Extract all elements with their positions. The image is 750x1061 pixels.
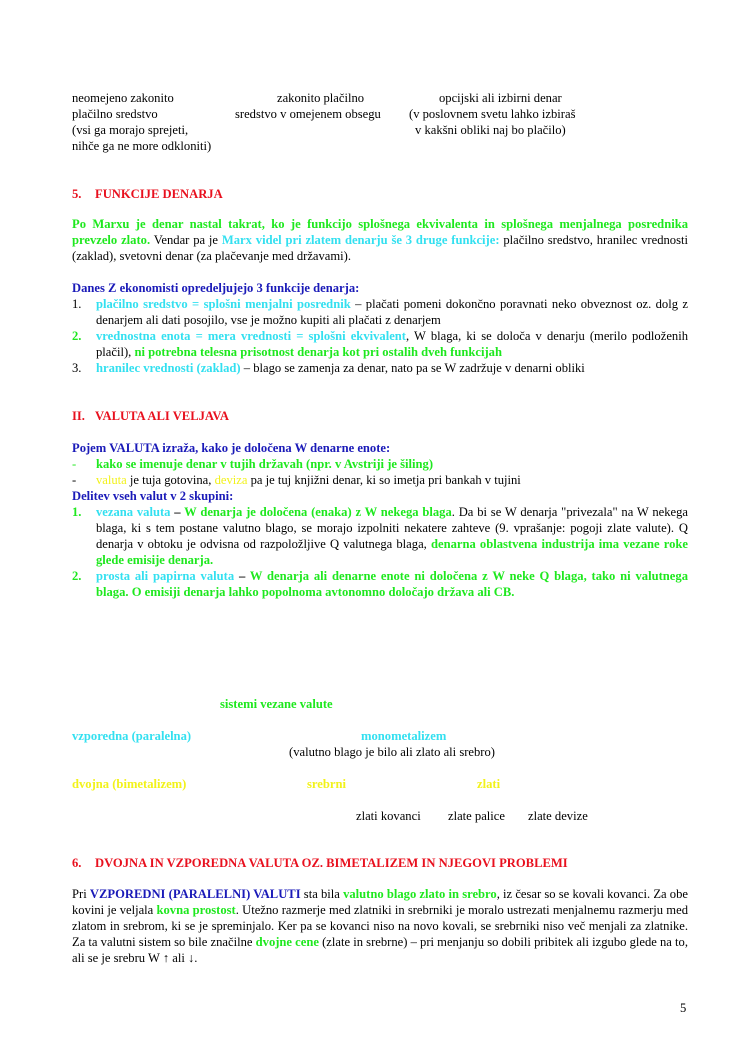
list-item (72, 568, 688, 600)
text-run: , iz česar so se kovali kovanci. Za obe kovini je veljala (72, 887, 688, 917)
group-name: prosta ali papirna valuta (96, 569, 235, 583)
list-marker: 2. (72, 569, 82, 583)
section-6-paragraph (72, 886, 688, 966)
section-II-title: VALUTA ALI VELJAVA (95, 409, 229, 423)
marx-functions: Marx videl pri zlatem denarju še 3 druge funkcije: (221, 233, 500, 247)
function-name: plačilno sredstvo = splošni menjalni posrednik (96, 297, 351, 311)
marx-statement: Po Marxu je denar nastal takrat, ko je funkcijo splošnega ekvivalenta in splošnega menjalnega posrednika prevzelo zlato. (72, 217, 688, 247)
group-definition: W denarja je določena (enaka) z W nekega blaga (184, 505, 452, 519)
text-run: – (234, 569, 250, 583)
section-II-number: II. (72, 409, 85, 423)
table-col3-line3: v kakšni obliki naj bo plačilo) (415, 123, 566, 137)
section-5-title: FUNKCIJE DENARJA (95, 187, 223, 201)
valuta-dash-list (72, 456, 688, 488)
section-6-number: 6. (72, 856, 82, 870)
diagram-parallel: vzporedna (paralelna) (72, 729, 192, 743)
list-item (72, 296, 688, 328)
table-col1-line1: neomejeno zakonito (72, 91, 174, 105)
function-desc: – blago se zamenja za denar, nato pa se W zadržuje v denarni obliki (240, 361, 585, 375)
text-run: Vendar pa je (150, 233, 222, 247)
group-definition: W denarja ali denarne enote ni določena z W neke Q blaga, tako ni valutnega blaga. O emisiji denarja lahko popolnoma avtonomno določajo država ali CB. (96, 569, 688, 599)
list-item (72, 328, 688, 360)
diagram-gold-bars: zlate palice (448, 809, 505, 823)
group-note: denarna oblastvena industrija ima vezane roke glede emisije denarja. (96, 537, 689, 567)
diagram-mono: monometalizem (361, 729, 447, 743)
diagram-silver: srebrni (307, 777, 346, 791)
table-col3-line1: opcijski ali izbirni denar (439, 91, 562, 105)
diagram-root: sistemi vezane valute (220, 697, 333, 711)
term-deviza: deviza (214, 473, 248, 487)
function-name: vrednostna enota = mera vrednosti = splošni ekvivalent (96, 329, 406, 343)
term-parallel-valuta: VZPOREDNI (PARALELNI) VALUTI (89, 887, 301, 901)
table-col1-line2: plačilno sredstvo (72, 107, 158, 121)
list-marker: 1. (72, 297, 82, 311)
list-item (72, 504, 688, 568)
dash-text: kako se imenuje denar v tujih državah (npr. v Avstriji je šiling) (96, 457, 434, 471)
term-kovna-prostost: kovna prostost (156, 903, 236, 917)
valuta-groups-list (72, 504, 688, 600)
function-desc: , W blaga, ki se določa v denarju (merilo podloženih plačil), (96, 329, 688, 359)
section-5-number: 5. (72, 187, 82, 201)
valuta-intro: Pojem VALUTA izraža, kako je določena W denarne enote: (72, 441, 391, 455)
table-col1-line4: nihče ga ne more odkloniti) (72, 139, 212, 153)
table-col3-line2: (v poslovnem svetu lahko izbiraš (409, 107, 576, 121)
dash-marker: - (72, 457, 77, 471)
list-item (72, 360, 688, 376)
list-marker: 3. (72, 361, 82, 375)
page-number: 5 (680, 1001, 687, 1015)
text-run: je tuja gotovina, (126, 473, 215, 487)
diagram-dual: dvojna (bimetalizem) (72, 777, 187, 791)
diagram-gold-coins: zlati kovanci (356, 809, 421, 823)
diagram-mono-note: (valutno blago je bilo ali zlato ali srebro) (289, 745, 495, 759)
section-5-heading (72, 186, 223, 202)
functions-list-title: Danes Z ekonomisti opredeljujejo 3 funkcije denarja: (72, 281, 360, 295)
text-run: (zlate in srebrne) – pri menjanju so dobili pribitek ali izgubo glede na to, ali se je srebru W ↑ ali ↓. (72, 935, 688, 965)
text-run: pa je tuj knjižni denar, ki so imetja pri bankah v tujini (247, 473, 521, 487)
functions-list (72, 296, 688, 376)
table-col2-line1: zakonito plačilno (277, 91, 365, 105)
section-5-paragraph (72, 216, 688, 264)
term-valutno-blago: valutno blago zlato in srebro (343, 887, 497, 901)
group-desc: . Da bi se W denarja "privezala" na W nekega blaga, ki s tem postane valutno blago, se morajo izpolniti nekatere zahteve (9. vprašanje: pogoji zlate valute). Q denarja v obtoku je odvisna od razpoložljive Q valutnega blaga, (96, 505, 688, 551)
text-run: – (170, 505, 185, 519)
list-item (72, 472, 688, 488)
section-6-heading (72, 855, 568, 871)
group-name: vezana valuta (96, 505, 171, 519)
table-col1-line3: (vsi ga morajo sprejeti, (72, 123, 189, 137)
function-desc: – plačati pomeni dokončno poravnati neko obveznost oz. dolg z denarjem ali dati posojilo, vse je možno kupiti ali plačati z denarjem (96, 297, 689, 327)
text-run: sta bila (300, 887, 344, 901)
text-run: plačilno sredstvo, hranilec vrednosti (zaklad), svetovni denar (za plačevanje med državami). (72, 233, 689, 263)
diagram-gold-forex: zlate devize (528, 809, 588, 823)
function-name: hranilec vrednosti (zaklad) (96, 361, 241, 375)
list-marker: 1. (72, 505, 82, 519)
list-marker: 2. (72, 329, 82, 343)
table-col2-line2: sredstvo v omejenem obsegu (235, 107, 381, 121)
dash-marker: - (72, 473, 77, 487)
division-title: Delitev vseh valut v 2 skupini: (72, 489, 234, 503)
function-note: ni potrebna telesna prisotnost denarja kot pri ostalih dveh funkcijah (134, 345, 502, 359)
section-II-heading (72, 408, 229, 424)
term-dvojne-cene: dvojne cene (255, 935, 319, 949)
list-item (72, 456, 688, 472)
diagram-gold: zlati (477, 777, 501, 791)
term-valuta: valuta (96, 473, 127, 487)
section-6-title: DVOJNA IN VZPOREDNA VALUTA OZ. BIMETALIZEM IN NJEGOVI PROBLEMI (95, 856, 568, 870)
text-run: . Utežno razmerje med zlatniki in srebrniki je moralo ustrezati menjalnemu razmerju med zlatom in srebrom, ki se je spreminjalo. Ker pa se kovanci niso na novo kovali, se srebrniki niso več menjali za zlatnike. Za ta valutni sistem so bile značilne (72, 903, 688, 949)
text-run: Pri (72, 887, 90, 901)
